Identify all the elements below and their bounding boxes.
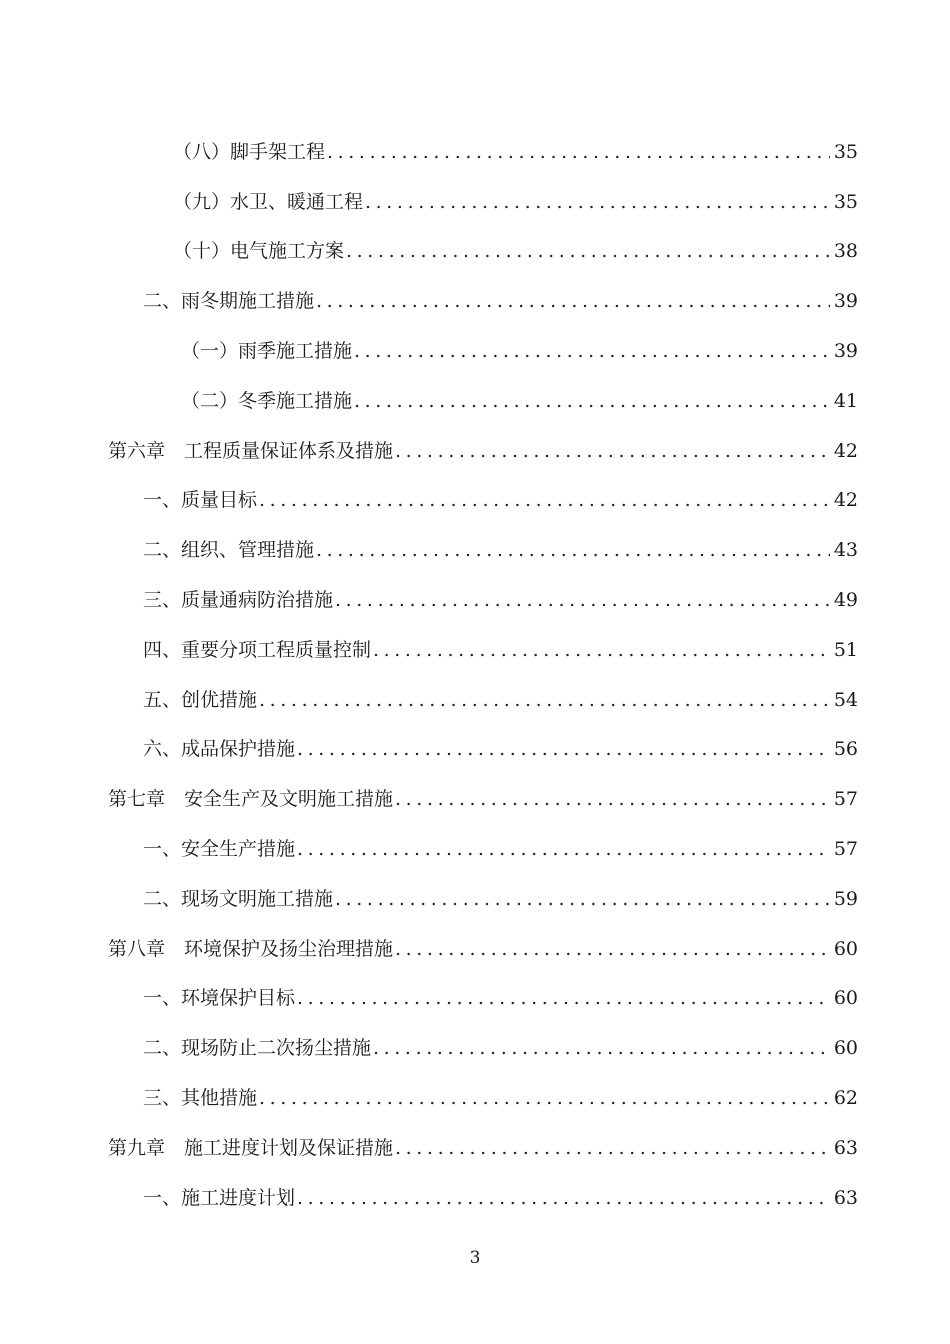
toc-entry-title: 三、其他措施	[143, 1087, 258, 1110]
toc-entry-page-number: 42	[833, 489, 858, 512]
toc-entry-page-number: 39	[833, 340, 858, 363]
toc-entry-page-number: 41	[833, 389, 858, 412]
toc-entry-page-number: 60	[833, 937, 858, 960]
toc-dot-leader	[259, 688, 830, 712]
toc-dot-leader	[346, 239, 830, 263]
toc-entry[interactable]	[0, 575, 950, 625]
toc-entry-title: 二、组织、管理措施	[143, 539, 315, 562]
page-number: 3	[469, 1248, 481, 1268]
toc-entry[interactable]	[0, 675, 950, 725]
toc-dot-leader	[297, 986, 830, 1010]
toc-entry-title: 二、雨冬期施工措施	[143, 290, 315, 313]
toc-entry-page-number: 51	[833, 638, 858, 661]
toc-entry-title: 一、质量目标	[143, 489, 258, 512]
toc-entry-page-number: 57	[833, 788, 858, 811]
toc-dot-leader	[373, 1036, 830, 1060]
toc-entry[interactable]	[0, 276, 950, 326]
toc-entry-page-number: 42	[833, 439, 858, 462]
toc-entry[interactable]	[0, 525, 950, 575]
toc-entry[interactable]	[0, 974, 950, 1024]
toc-entry-page-number: 62	[833, 1087, 858, 1110]
toc-entry-title: （二）冬季施工措施	[181, 389, 353, 412]
toc-entry-title: 第六章 工程质量保证体系及措施	[108, 439, 394, 462]
toc-entry-title: 四、重要分项工程质量控制	[143, 638, 372, 661]
toc-entry-title: （八）脚手架工程	[173, 140, 326, 163]
toc-entry[interactable]	[0, 924, 950, 974]
toc-dot-leader	[335, 887, 830, 911]
toc-entry-title: 第七章 安全生产及文明施工措施	[108, 788, 394, 811]
toc-entry-page-number: 35	[833, 190, 858, 213]
toc-entry-title: 第八章 环境保护及扬尘治理措施	[108, 937, 394, 960]
toc-entry[interactable]	[0, 1073, 950, 1123]
toc-dot-leader	[373, 638, 830, 662]
toc-entry-page-number: 39	[833, 290, 858, 313]
toc-entry[interactable]	[0, 725, 950, 775]
toc-dot-leader	[395, 937, 830, 961]
toc-entry-page-number: 38	[833, 240, 858, 263]
toc-dot-leader	[259, 488, 830, 512]
toc-dot-leader	[259, 1086, 830, 1110]
toc-entry-title: 第九章 施工进度计划及保证措施	[108, 1136, 394, 1159]
toc-entry[interactable]	[0, 326, 950, 376]
toc-entry-title: （十）电气施工方案	[173, 240, 345, 263]
toc-entry-title: 六、成品保护措施	[143, 738, 296, 761]
toc-entry[interactable]	[0, 177, 950, 227]
toc-entry[interactable]	[0, 1173, 950, 1223]
toc-entry-page-number: 35	[833, 140, 858, 163]
toc-entry-page-number: 59	[833, 887, 858, 910]
toc-dot-leader	[365, 190, 830, 214]
toc-entry-title: （一）雨季施工措施	[181, 340, 353, 363]
toc-entry[interactable]	[0, 774, 950, 824]
toc-entry-title: 一、施工进度计划	[143, 1186, 296, 1209]
toc-entry-page-number: 54	[833, 688, 858, 711]
toc-entry[interactable]	[0, 127, 950, 177]
toc-dot-leader	[395, 1136, 830, 1160]
toc-entry[interactable]	[0, 1123, 950, 1173]
toc-entry[interactable]	[0, 426, 950, 476]
toc-entry-title: 二、现场防止二次扬尘措施	[143, 1037, 372, 1060]
toc-entry-page-number: 60	[833, 1037, 858, 1060]
table-of-contents	[0, 127, 950, 1223]
toc-entry-title: 五、创优措施	[143, 688, 258, 711]
toc-dot-leader	[354, 389, 830, 413]
toc-dot-leader	[335, 588, 830, 612]
toc-entry-page-number: 63	[833, 1186, 858, 1209]
toc-entry-page-number: 43	[833, 539, 858, 562]
toc-entry-page-number: 57	[833, 838, 858, 861]
toc-entry-title: （九）水卫、暖通工程	[173, 190, 364, 213]
toc-entry-title: 三、质量通病防治措施	[143, 589, 334, 612]
toc-entry-page-number: 56	[833, 738, 858, 761]
toc-entry-page-number: 49	[833, 589, 858, 612]
toc-entry-title: 二、现场文明施工措施	[143, 887, 334, 910]
toc-dot-leader	[297, 1186, 830, 1210]
toc-entry[interactable]	[0, 376, 950, 426]
toc-entry-title: 一、环境保护目标	[143, 987, 296, 1010]
toc-entry[interactable]	[0, 1023, 950, 1073]
toc-dot-leader	[297, 737, 830, 761]
toc-entry[interactable]	[0, 227, 950, 277]
toc-dot-leader	[327, 140, 830, 164]
toc-entry-title: 一、安全生产措施	[143, 838, 296, 861]
toc-entry[interactable]	[0, 824, 950, 874]
toc-dot-leader	[395, 787, 830, 811]
toc-dot-leader	[354, 339, 830, 363]
toc-dot-leader	[316, 538, 830, 562]
toc-dot-leader	[316, 289, 830, 313]
toc-entry[interactable]	[0, 874, 950, 924]
toc-dot-leader	[297, 837, 830, 861]
toc-entry[interactable]	[0, 476, 950, 526]
toc-entry-page-number: 60	[833, 987, 858, 1010]
toc-entry[interactable]	[0, 625, 950, 675]
toc-dot-leader	[395, 439, 830, 463]
toc-entry-page-number: 63	[833, 1136, 858, 1159]
